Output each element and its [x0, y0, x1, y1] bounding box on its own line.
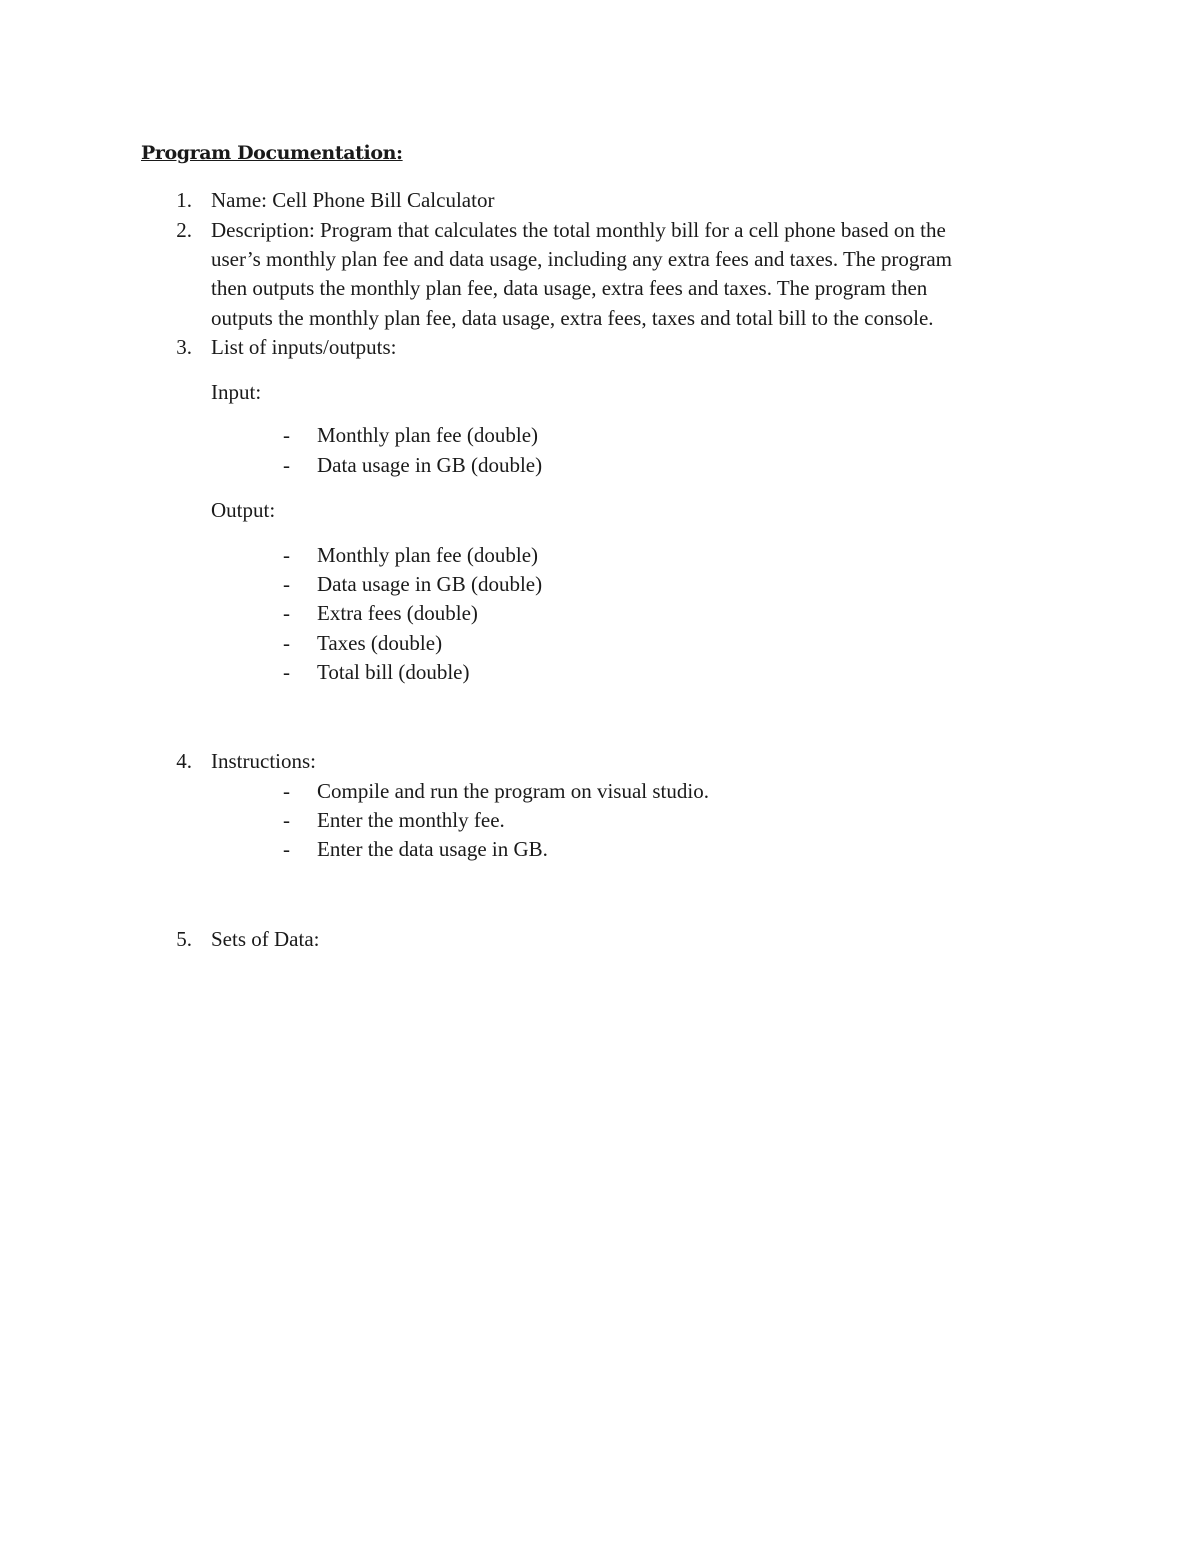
sets-of-data-label: Sets of Data: — [211, 927, 320, 951]
bullet-dash: - — [283, 543, 290, 567]
output-bullet: Data usage in GB (double) — [317, 572, 543, 596]
list-number: 1. — [176, 188, 192, 212]
bullet-dash: - — [283, 808, 290, 832]
instruction-bullet: Compile and run the program on visual studio. — [317, 779, 709, 803]
bullet-dash: - — [283, 660, 290, 684]
input-label: Input: — [211, 380, 262, 404]
list-number: 3. — [176, 335, 192, 359]
page-title: Program Documentation: — [141, 142, 403, 164]
description-line: Description: Program that calculates the total monthly bill for a cell phone based on the — [211, 218, 946, 242]
description-line: then outputs the monthly plan fee, data usage, extra fees and taxes. The program then — [211, 276, 928, 300]
bullet-dash: - — [283, 572, 290, 596]
output-label: Output: — [211, 498, 276, 522]
item-name: Name: Cell Phone Bill Calculator — [211, 188, 495, 212]
description-line: user’s monthly plan fee and data usage, including any extra fees and taxes. The program — [211, 247, 952, 271]
instruction-bullet: Enter the monthly fee. — [317, 808, 505, 832]
bullet-dash: - — [283, 423, 290, 447]
list-number: 2. — [176, 218, 192, 242]
instruction-bullet: Enter the data usage in GB. — [317, 837, 548, 861]
output-bullet: Monthly plan fee (double) — [317, 543, 539, 567]
output-bullet: Total bill (double) — [317, 660, 470, 684]
output-bullet: Taxes (double) — [317, 631, 443, 655]
instructions-label: Instructions: — [211, 749, 316, 773]
bullet-dash: - — [283, 837, 290, 861]
output-bullet: Extra fees (double) — [317, 601, 478, 625]
item-io-label: List of inputs/outputs: — [211, 335, 397, 359]
input-bullet: Data usage in GB (double) — [317, 453, 543, 477]
bullet-dash: - — [283, 453, 290, 477]
bullet-dash: - — [283, 631, 290, 655]
bullet-dash: - — [283, 601, 290, 625]
input-bullet: Monthly plan fee (double) — [317, 423, 539, 447]
list-number: 4. — [176, 749, 192, 773]
list-number: 5. — [176, 927, 192, 951]
bullet-dash: - — [283, 779, 290, 803]
description-line: outputs the monthly plan fee, data usage, extra fees, taxes and total bill to the console. — [211, 306, 934, 330]
